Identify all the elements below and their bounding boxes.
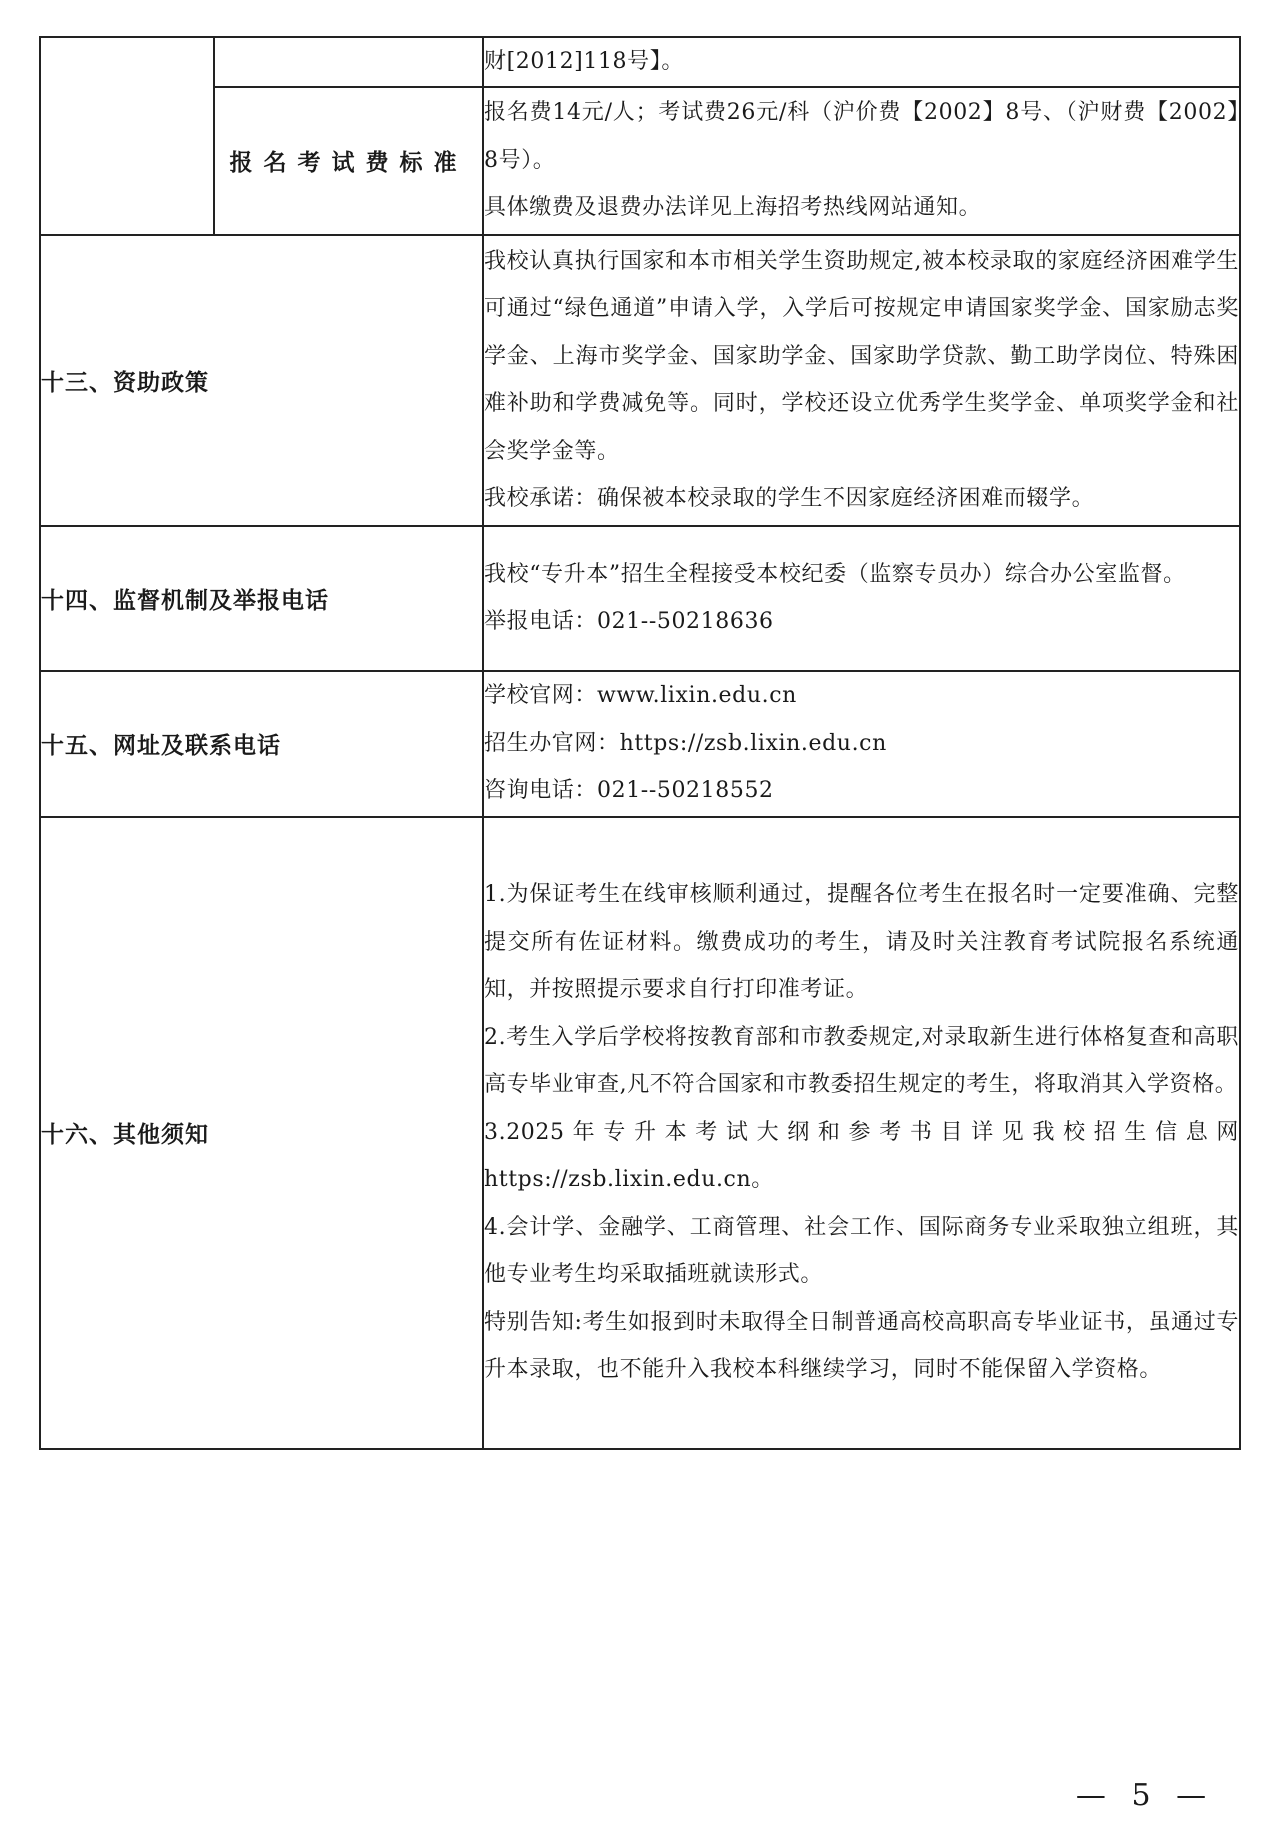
fee-ref-cell (483, 37, 1240, 87)
fee-ref-row (40, 37, 1240, 87)
supervision-label: 十四、监督机制及举报电话 (40, 526, 483, 671)
fee-row (40, 87, 1240, 235)
aid-label: 十三、资助政策 (40, 235, 483, 526)
other-note: 3.2025年专升本考试大纲和参考书目详见我校招生信息网https://zsb.lixin.edu.cn。 (484, 1119, 1239, 1193)
other-label: 十六、其他须知 (40, 817, 483, 1449)
aid-row (40, 235, 1240, 526)
special-notice: 特别告知:考生如报到时未取得全日制普通高校高职高专毕业证书，虽通过专升本录取，也不能升入我校本科继续学习，同时不能保留入学资格。 (484, 1309, 1239, 1383)
report-phone: 举报电话：021--50218636 (484, 609, 774, 634)
blank-category-cell (40, 37, 214, 235)
other-row (40, 817, 1240, 1449)
fee-content (483, 87, 1240, 235)
supervision-row (40, 526, 1240, 671)
admissions-website: 招生办官网：https://zsb.lixin.edu.cn (484, 730, 887, 756)
aid-content (483, 235, 1240, 526)
other-note: 1.为保证考生在线审核顺利通过，提醒各位考生在报名时一定要准确、完整提交所有佐证材料。缴费成功的考生，请及时关注教育考试院报名系统通知，并按照提示要求自行打印准考证。 (484, 882, 1239, 1003)
page-number: — 5 — (1075, 1778, 1215, 1813)
supervision-content (483, 526, 1240, 671)
fee-line: 具体缴费及退费办法详见上海招考热线网站通知。 (484, 195, 982, 221)
fee-label: 报名考试费标准 (214, 87, 483, 235)
supervision-line: 我校“专升本”招生全程接受本校纪委（监察专员办）综合办公室监督。 (484, 561, 1186, 587)
fee-ref-text: 财[2012]118号】。 (484, 49, 684, 74)
admission-info-table (39, 36, 1241, 1450)
website-content (483, 671, 1240, 817)
aid-line: 我校承诺：确保被本校录取的学生不因家庭经济困难而辍学。 (484, 486, 1095, 511)
consult-phone: 咨询电话：021--50218552 (484, 778, 774, 804)
blank-subcategory-cell (214, 37, 483, 87)
other-note: 2.考生入学后学校将按教育部和市教委规定,对录取新生进行体格复查和高职高专毕业审查,凡不符合国家和市教委招生规定的考生，将取消其入学资格。 (484, 1024, 1239, 1098)
website-row (40, 671, 1240, 817)
other-note: 4.会计学、金融学、工商管理、社会工作、国际商务专业采取独立组班，其他专业考生均采取插班就读形式。 (484, 1214, 1239, 1288)
other-content (483, 817, 1240, 1449)
fee-line: 报名费14元/人；考试费26元/科（沪价费【2002】8号、（沪财费【2002】8号）。 (484, 100, 1239, 173)
aid-line: 我校认真执行国家和本市相关学生资助规定,被本校录取的家庭经济困难学生可通过“绿色通道”申请入学，入学后可按规定申请国家奖学金、国家励志奖学金、上海市奖学金、国家助学金、国家助学贷款、勤工助学岗位、特殊困难补助和学费减免等。同时，学校还设立优秀学生奖学金、单项奖学金和社会奖学金等。 (484, 248, 1239, 464)
school-website: 学校官网：www.lixin.edu.cn (484, 683, 797, 709)
website-label: 十五、网址及联系电话 (40, 671, 483, 817)
